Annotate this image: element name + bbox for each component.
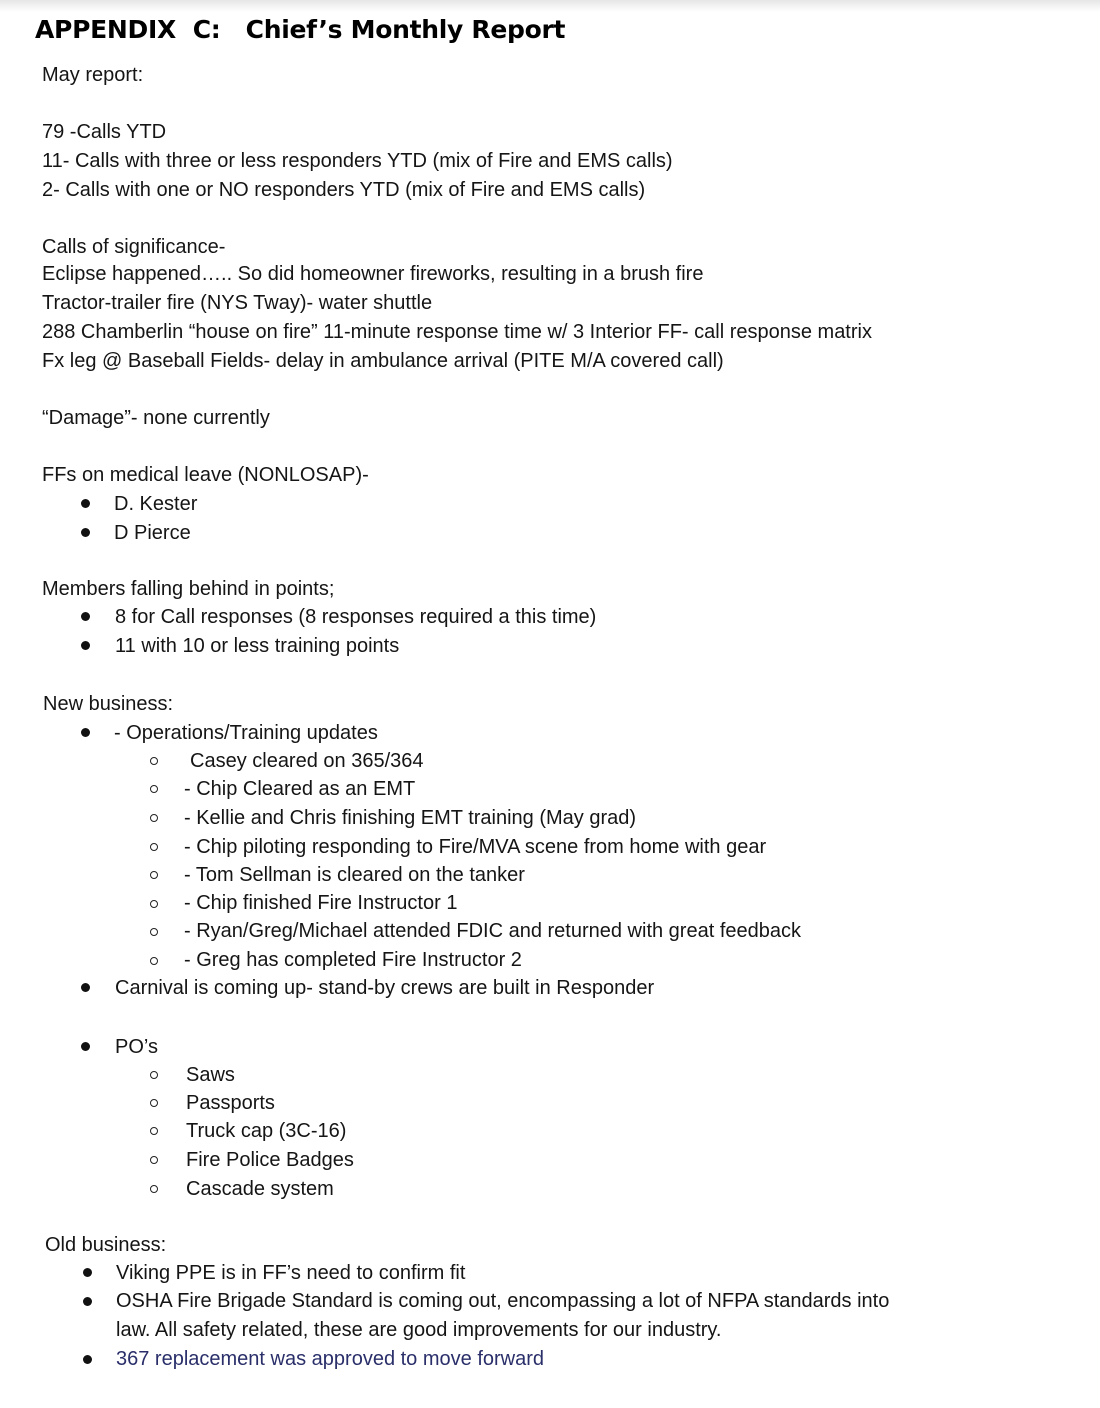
bullet-icon: [83, 1355, 92, 1364]
significant-call: 288 Chamberlin “house on fire” 11-minute response time w/ 3 Interior FF- call response matrix: [42, 321, 872, 343]
bullet-icon: [83, 1268, 92, 1277]
sub-list-item: - Greg has completed Fire Instructor 2: [184, 949, 522, 971]
stat-line: 11- Calls with three or less responders YTD (mix of Fire and EMS calls): [42, 150, 673, 172]
page-title: APPENDIX C: Chief’s Monthly Report: [35, 15, 566, 44]
sub-bullet-icon: [150, 843, 158, 851]
bullet-icon: [83, 1297, 92, 1306]
list-item: 8 for Call responses (8 responses required a this time): [115, 606, 597, 628]
bullet-icon: [81, 728, 90, 737]
sub-list-item: - Chip finished Fire Instructor 1: [184, 892, 458, 914]
list-item: Viking PPE is in FF’s need to confirm fit: [116, 1262, 466, 1284]
list-item-continuation: law. All safety related, these are good improvements for our industry.: [116, 1319, 722, 1341]
stat-line: 2- Calls with one or NO responders YTD (mix of Fire and EMS calls): [42, 179, 646, 201]
sub-bullet-icon: [150, 1156, 158, 1164]
bullet-icon: [81, 528, 90, 537]
sub-list-item: Passports: [186, 1092, 275, 1114]
significant-call: Fx leg @ Baseball Fields- delay in ambulance arrival (PITE M/A covered call): [42, 350, 724, 372]
stat-line: 79 -Calls YTD: [42, 121, 167, 143]
section-heading-points: Members falling behind in points;: [42, 578, 335, 600]
sub-list-item: - Chip Cleared as an EMT: [184, 778, 416, 800]
list-item: PO’s: [115, 1036, 158, 1058]
section-heading-old-business: Old business:: [45, 1234, 167, 1256]
list-item: D Pierce: [114, 522, 191, 544]
sub-bullet-icon: [150, 871, 158, 879]
sub-list-item: - Chip piloting responding to Fire/MVA scene from home with gear: [184, 836, 767, 858]
bullet-icon: [81, 612, 90, 621]
sub-bullet-icon: [150, 785, 158, 793]
list-item: - Operations/Training updates: [114, 722, 378, 744]
damage-line: “Damage”- none currently: [42, 407, 270, 429]
bullet-icon: [81, 499, 90, 508]
sub-bullet-icon: [150, 900, 158, 908]
bullet-icon: [81, 983, 90, 992]
list-item: OSHA Fire Brigade Standard is coming out, encompassing a lot of NFPA standards into: [116, 1290, 890, 1312]
bullet-icon: [81, 641, 90, 650]
sub-bullet-icon: [150, 957, 158, 965]
sub-bullet-icon: [150, 1099, 158, 1107]
list-item: 367 replacement was approved to move forward: [116, 1348, 545, 1370]
sub-list-item: Saws: [186, 1064, 235, 1086]
section-heading-new-business: New business:: [43, 693, 174, 715]
sub-list-item: - Ryan/Greg/Michael attended FDIC and returned with great feedback: [184, 920, 801, 942]
sub-list-item: Cascade system: [186, 1178, 334, 1200]
sub-bullet-icon: [150, 1071, 158, 1079]
report-month: May report:: [42, 64, 144, 86]
sub-bullet-icon: [150, 757, 158, 765]
significant-call: Tractor-trailer fire (NYS Tway)- water shuttle: [42, 292, 433, 314]
sub-bullet-icon: [150, 814, 158, 822]
significant-call: Eclipse happened….. So did homeowner fireworks, resulting in a brush fire: [42, 263, 704, 285]
list-item: 11 with 10 or less training points: [115, 635, 400, 657]
section-heading-medical-leave: FFs on medical leave (NONLOSAP)-: [42, 464, 369, 486]
list-item: Carnival is coming up- stand-by crews are built in Responder: [115, 977, 655, 999]
sub-list-item: Casey cleared on 365/364: [190, 750, 424, 772]
section-heading-significance: Calls of significance-: [42, 236, 226, 258]
sub-list-item: Fire Police Badges: [186, 1149, 354, 1171]
sub-list-item: - Kellie and Chris finishing EMT training (May grad): [184, 807, 637, 829]
bullet-icon: [81, 1042, 90, 1051]
sub-bullet-icon: [150, 928, 158, 936]
sub-list-item: - Tom Sellman is cleared on the tanker: [184, 864, 525, 886]
sub-bullet-icon: [150, 1127, 158, 1135]
sub-list-item: Truck cap (3C-16): [186, 1120, 347, 1142]
scan-top-shadow: [0, 0, 1100, 12]
list-item: D. Kester: [114, 493, 198, 515]
sub-bullet-icon: [150, 1185, 158, 1193]
